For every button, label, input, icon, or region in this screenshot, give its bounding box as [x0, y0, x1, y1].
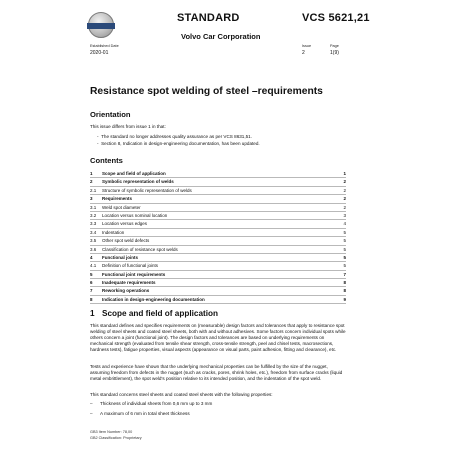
toc-row [90, 296, 346, 304]
toc-number: 3.4 [90, 229, 97, 235]
toc-title: Structure of symbolic representation of welds [102, 187, 192, 193]
toc-row [90, 287, 346, 295]
table-of-contents [90, 170, 346, 304]
toc-row [90, 279, 346, 287]
footer-item-number: GB3 Item Number: 78,00 [90, 430, 133, 434]
toc-number: 7 [90, 288, 93, 294]
toc-number: 2 [90, 179, 93, 185]
toc-page: 1 [343, 171, 346, 176]
toc-row [90, 195, 346, 203]
toc-row [90, 212, 346, 220]
toc-page: 3 [343, 212, 346, 218]
toc-title: Classification of resistance spot welds [102, 246, 178, 252]
toc-row [90, 271, 346, 279]
toc-title: Definition of functional joints [102, 263, 159, 269]
toc-number: 8 [90, 296, 93, 302]
toc-number: 4.1 [90, 263, 97, 269]
orientation-bullet: - The standard no longer addresses quality assurance as per VCS 8631,51. [97, 134, 253, 139]
toc-title: Requirements [102, 196, 133, 202]
toc-title: Indication in design-engineering documentation [102, 296, 205, 302]
toc-page: 5 [343, 246, 346, 252]
orientation-heading: Orientation [90, 110, 131, 119]
toc-row [90, 178, 346, 186]
established-value: 2020-01 [90, 50, 109, 56]
toc-row [90, 204, 346, 212]
toc-title: Reworking operations [102, 288, 150, 294]
toc-page: 5 [343, 229, 346, 235]
toc-title: Location versus edges [102, 221, 148, 227]
toc-title: Weld spot diameter [102, 204, 141, 210]
toc-title: Symbolic representation of welds [102, 179, 174, 185]
toc-number: 4 [90, 254, 93, 260]
toc-page: 5 [343, 254, 346, 260]
toc-row [90, 246, 346, 254]
toc-page: 8 [343, 288, 346, 294]
section-1-paragraph: This standard concerns steel sheets and coated steel sheets with the following properties: [90, 392, 273, 397]
toc-title: Functional joints [102, 254, 138, 260]
orientation-bullet: - Section 8, Indication in design-engineering documentation, has been updated. [97, 141, 260, 146]
toc-title: Functional joint requirements [102, 271, 166, 277]
toc-page: 9 [343, 296, 346, 302]
toc-number: 3.6 [90, 246, 97, 252]
toc-title: Location versus nominal location [102, 212, 168, 218]
toc-title: Indentation [102, 229, 125, 235]
dash-list-item: – A maximum of 6 mm in total sheet thickness [90, 411, 190, 416]
toc-number: 3.1 [90, 204, 97, 210]
page-value: 1(9) [330, 50, 339, 56]
toc-number: 2.1 [90, 187, 97, 193]
page-label: Page [330, 44, 339, 48]
toc-page: 2 [343, 179, 346, 185]
orientation-intro: This issue differs from issue 1 in that: [90, 124, 166, 129]
toc-row [90, 262, 346, 270]
toc-row [90, 237, 346, 245]
standard-label: STANDARD [177, 12, 240, 24]
toc-row [90, 220, 346, 228]
issue-value: 2 [302, 50, 305, 56]
toc-number: 1 [90, 171, 93, 176]
section-1-heading: 1 Scope and field of application [90, 309, 219, 318]
toc-number: 3 [90, 196, 93, 202]
toc-row [90, 254, 346, 262]
contents-heading: Contents [90, 156, 123, 165]
volvo-logo-icon [88, 12, 114, 38]
established-label: Established Date [90, 44, 119, 48]
section-1-paragraph: This standard defines and specifies requirements on (measurable) design factors and tolerances that apply to resistance spot welding of steel sheets and coated steel sheets, both with and without adhesives. Some factors concern individual spots while others concern a joint (functional joint). The design factors and tolerances are based on underlying requirements on mechanical strength (evaluated from tensile shear strength, cross-tensile strength, peel and chisel tests, macrosections, hardness tests), fatigue properties, visual aspects (appearance on visual parts, paint adhesion, fitting and clearance), etc. [90, 323, 346, 352]
toc-number: 3.5 [90, 238, 97, 244]
toc-number: 3.2 [90, 212, 97, 218]
toc-row [90, 170, 346, 178]
toc-number: 6 [90, 280, 93, 286]
toc-page: 8 [343, 280, 346, 286]
toc-page: 4 [343, 221, 346, 227]
toc-page: 5 [343, 238, 346, 244]
dash-list-item: – Thickness of individual sheets from 0,6 mm up to 3 mm [90, 401, 213, 406]
toc-number: 5 [90, 271, 93, 277]
company-name: Volvo Car Corporation [181, 32, 261, 41]
toc-page: 2 [343, 196, 346, 202]
footer-classification: GB2 Classification: Proprietary [90, 436, 142, 440]
toc-title: Scope and field of application [102, 171, 166, 176]
section-1-paragraph: Tests and experience have shown that the underlying mechanical properties can be fulfilled by the size of the nugget, assuming freedom from defects in the nugget (such as cracks, pores, shrink holes, etc.), freedom from surface cracks (liquid metal embrittlement), the spot weld's position relative to its intended position, and the indentation of the spot weld. [90, 364, 343, 381]
toc-row [90, 229, 346, 237]
toc-page: 7 [343, 271, 346, 277]
toc-page: 5 [343, 263, 346, 269]
toc-title: Inadequate requirements [102, 280, 156, 286]
toc-title: Other spot weld defects [102, 238, 150, 244]
toc-row [90, 187, 346, 195]
toc-number: 3.3 [90, 221, 97, 227]
issue-label: Issue [302, 44, 312, 48]
toc-page: 2 [343, 187, 346, 193]
document-title: Resistance spot welding of steel –requirements [90, 86, 323, 97]
standard-number: VCS 5621,21 [302, 12, 370, 24]
toc-page: 2 [343, 204, 346, 210]
